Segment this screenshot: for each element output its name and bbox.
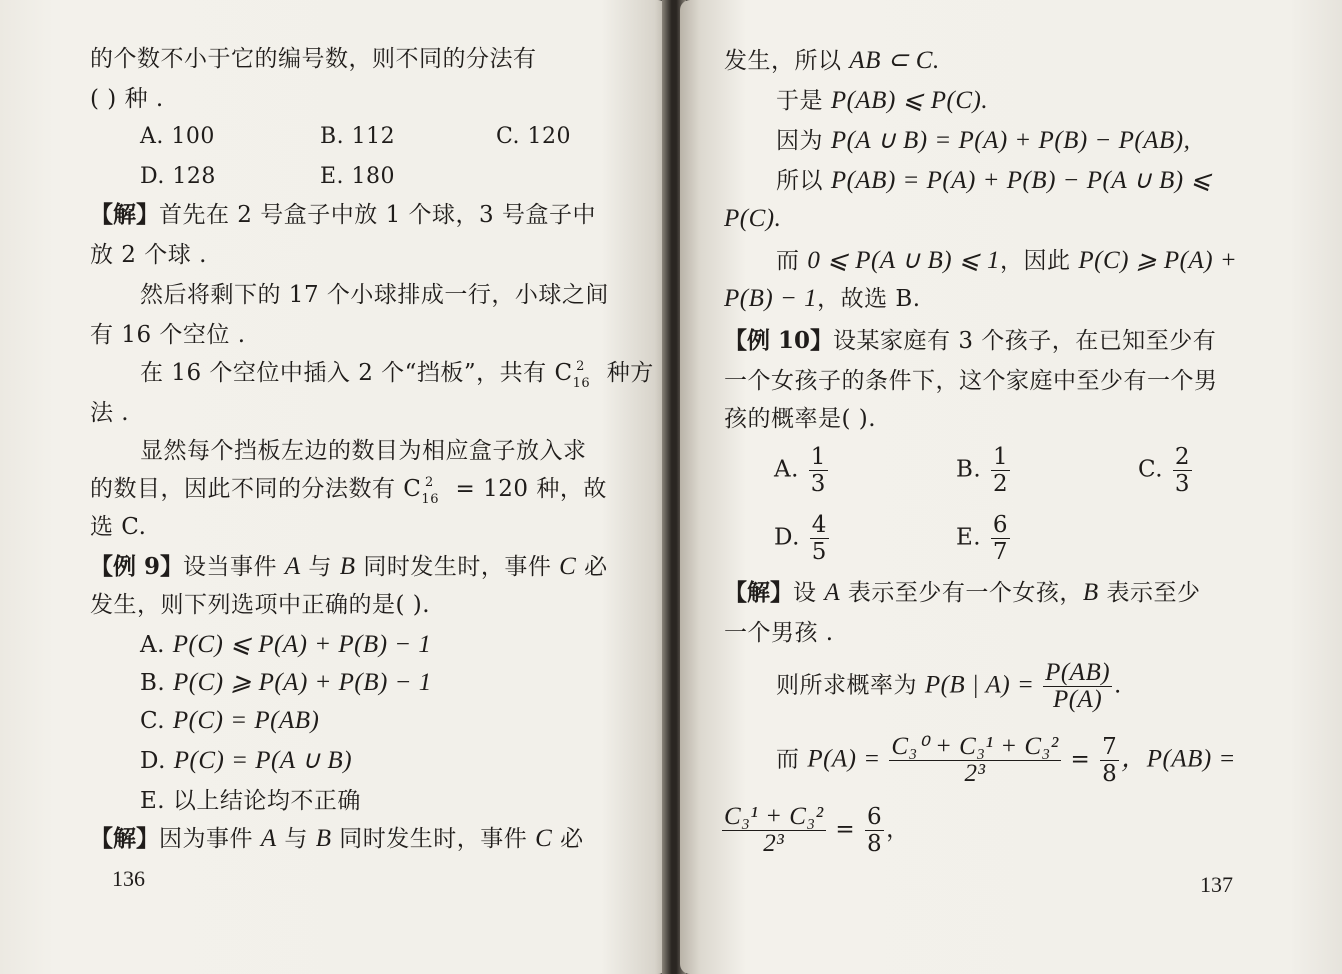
superscript: 2 [576, 359, 585, 374]
numerator: 2 [1174, 444, 1191, 470]
math-expr: P(C) ⩾ P(A) + [1078, 247, 1238, 274]
text-line: 则所求概率为 P(B | A) = $\frac{P(AB)}{P(A)}$ . [776, 659, 1122, 713]
text-line: 有 16 个空位 . [90, 322, 246, 348]
numerator: C₃¹ + C₃² [724, 803, 824, 830]
choice-label: B. [956, 456, 982, 483]
text-part: = [1062, 746, 1099, 773]
choice-c [1138, 444, 1194, 497]
math-expr: P(AB) ⩽ P(C). [830, 87, 989, 114]
fraction [810, 512, 829, 565]
text-line [724, 204, 781, 234]
choice-expr: P(C) ⩾ P(A) + P(B) − 1 [173, 669, 432, 696]
example-tag: 【例 10】 [724, 327, 834, 354]
text-line: 选 C. [90, 514, 147, 540]
choice-e [956, 512, 1012, 565]
denominator: 2³ [763, 830, 785, 857]
text-line [140, 358, 654, 392]
var-a: A [260, 825, 277, 852]
numerator: 4 [811, 512, 827, 538]
text-line [720, 804, 910, 857]
text-part: = [827, 816, 863, 843]
solution-text: 首先在 2 号盒子中放 1 个球，3 号盒子中 [159, 202, 596, 228]
choice-b [140, 668, 432, 698]
text-part: ，因此 [1000, 248, 1079, 274]
text-line [776, 734, 1236, 787]
page-number: 137 [1200, 872, 1233, 897]
var-c: C [559, 553, 577, 580]
fraction [865, 804, 884, 857]
choice-label: A. [774, 456, 799, 483]
text-line: 孩的概率是( ). [724, 406, 877, 432]
var-a: A [824, 579, 841, 606]
text-part: 必 [552, 826, 584, 852]
text-part: = 120 种，故 [447, 476, 607, 502]
var-b: B [1082, 579, 1099, 606]
denominator: 7 [992, 539, 1009, 565]
fraction [991, 512, 1010, 565]
text-part: 种方 [598, 360, 654, 386]
text-part: 所以 [776, 168, 831, 194]
text-part: 因为事件 [159, 826, 261, 852]
fraction [991, 444, 1010, 497]
text-line: ( ) 种 . [90, 86, 164, 112]
denominator: 3 [1174, 471, 1191, 497]
fraction [1173, 444, 1192, 497]
fraction [889, 734, 1060, 787]
fraction [722, 804, 826, 857]
math-expr: 0 ⩽ P(A ∪ B) ⩽ 1 [807, 247, 1001, 274]
text-part: 因为 [776, 128, 831, 154]
solution-tag: 【解】 [90, 825, 159, 852]
solution-tag: 【解】 [724, 579, 793, 606]
math-expr: P(B | A) = [924, 671, 1042, 699]
denominator: 5 [811, 539, 827, 565]
denominator: P(A) [1052, 686, 1103, 713]
choice-expr: P(C) ⩽ P(A) + P(B) − 1 [172, 631, 432, 658]
text-part: 设某家庭有 3 个孩子，在已知至少有 [833, 328, 1217, 354]
var-b: B [339, 553, 356, 580]
text-part: 设当事件 [183, 554, 285, 580]
denominator: 3 [810, 471, 826, 497]
text-part: 而 [776, 248, 808, 274]
text-part: 则所求概率为 [776, 672, 925, 699]
text-part: ， [886, 816, 910, 843]
example-line [724, 326, 1216, 356]
text-part: 与 [300, 554, 340, 580]
text-part: 表示至少 [1098, 580, 1201, 606]
text-part: 同时发生时，事件 [331, 826, 536, 852]
subscript: 16 [421, 492, 439, 507]
text-part: 发生，所以 [724, 48, 850, 74]
fraction [809, 444, 828, 497]
math-expr: P(A ∪ B) = P(A) + P(B) − P(AB), [830, 127, 1191, 154]
solution-tag: 【解】 [90, 201, 159, 228]
choice-label: B. [140, 670, 166, 696]
text-line: 然后将剩下的 17 个小球排成一行，小球之间 [140, 282, 609, 308]
text-line [776, 86, 988, 116]
numerator: P(AB) [1045, 659, 1111, 686]
choice-d [140, 746, 352, 776]
text-line: 一个男孩 . [724, 620, 834, 646]
option-c: C. 120 [496, 124, 572, 149]
option-d: D. 128 [140, 164, 216, 189]
option-b: B. 112 [320, 124, 396, 149]
text-line: 发生，则下列选项中正确的是( ). [90, 592, 431, 618]
numerator: 1 [993, 444, 1009, 470]
math-expr: P(B) − 1 [724, 285, 818, 312]
numerator: 6 [867, 804, 883, 830]
choice-a [774, 444, 830, 497]
choice-expr: P(C) = P(AB) [172, 707, 320, 734]
text-line [776, 126, 1190, 156]
math-expr: AB ⊂ C. [849, 47, 940, 74]
numerator: 6 [992, 512, 1009, 538]
fraction [1043, 660, 1112, 713]
text-line [90, 474, 607, 508]
solution-line [90, 824, 584, 854]
text-line: 显然每个挡板左边的数目为相应盒子放入求 [140, 438, 587, 464]
numerator: C₃⁰ + C₃¹ + C₃² [891, 733, 1059, 760]
text-line: 放 2 个球 . [90, 242, 207, 268]
text-part: 必 [576, 554, 608, 580]
choice-label: C. [1138, 456, 1164, 483]
var-c: C [535, 825, 553, 852]
right-page [680, 0, 1342, 974]
text-part: 表示至少有一个女孩， [840, 580, 1083, 606]
text-part: 而 [776, 746, 808, 773]
denominator: 2 [993, 471, 1009, 497]
superscript: 2 [424, 475, 434, 490]
text-line [724, 46, 940, 76]
math-expr: P(AB) = P(A) + P(B) − P(A ∪ B) ⩽ [830, 167, 1212, 194]
left-page [0, 0, 668, 974]
choice-label: E. [956, 524, 982, 551]
choice-d [774, 512, 831, 565]
text-line [776, 246, 1237, 276]
numerator: 1 [810, 444, 826, 470]
fraction [1100, 734, 1119, 787]
choice-label: D. [774, 524, 800, 551]
choice-label: C. [140, 708, 166, 734]
page-number: 136 [112, 866, 145, 891]
option-a: A. 100 [140, 124, 215, 149]
math-expr: P(A) = [807, 745, 888, 773]
choice-e: E. 以上结论均不正确 [140, 788, 361, 814]
denominator: 8 [867, 831, 883, 857]
text-part: 与 [276, 826, 316, 852]
text-line: 一个女孩子的条件下，这个家庭中至少有一个男 [724, 368, 1218, 394]
math-expr: ，P(AB) = [1121, 745, 1236, 773]
var-b: B [315, 825, 332, 852]
example-tag: 【例 9】 [90, 553, 184, 580]
text-part: 的数目，因此不同的分法数有 C [90, 476, 422, 502]
choice-label: D. [140, 748, 166, 774]
solution-line [90, 200, 596, 230]
numerator: 7 [1102, 734, 1118, 760]
denominator: 2³ [964, 760, 986, 787]
choice-c [140, 706, 319, 736]
choice-label: A. [140, 632, 165, 658]
text-line: 的个数不小于它的编号数，则不同的分法有 [90, 46, 537, 72]
subscript: 16 [572, 376, 591, 391]
choice-a [140, 630, 431, 660]
option-e: E. 180 [320, 164, 396, 189]
math-expr: P(C). [724, 205, 782, 232]
choice-expr: P(C) = P(A ∪ B) [173, 747, 353, 774]
choice-b [956, 444, 1012, 497]
text-part: 设 [793, 580, 825, 606]
text-line [776, 166, 1212, 196]
text-part: 于是 [776, 88, 831, 114]
text-part: 在 16 个空位中插入 2 个“挡板”，共有 C [140, 360, 573, 386]
var-a: A [284, 553, 301, 580]
text-part: ，故选 B. [817, 286, 921, 312]
text-line [724, 284, 921, 314]
example-line [90, 552, 608, 582]
text-part: 同时发生时，事件 [355, 554, 560, 580]
text-line: 法 . [90, 400, 130, 426]
denominator: 8 [1102, 761, 1118, 787]
solution-line [724, 578, 1201, 608]
